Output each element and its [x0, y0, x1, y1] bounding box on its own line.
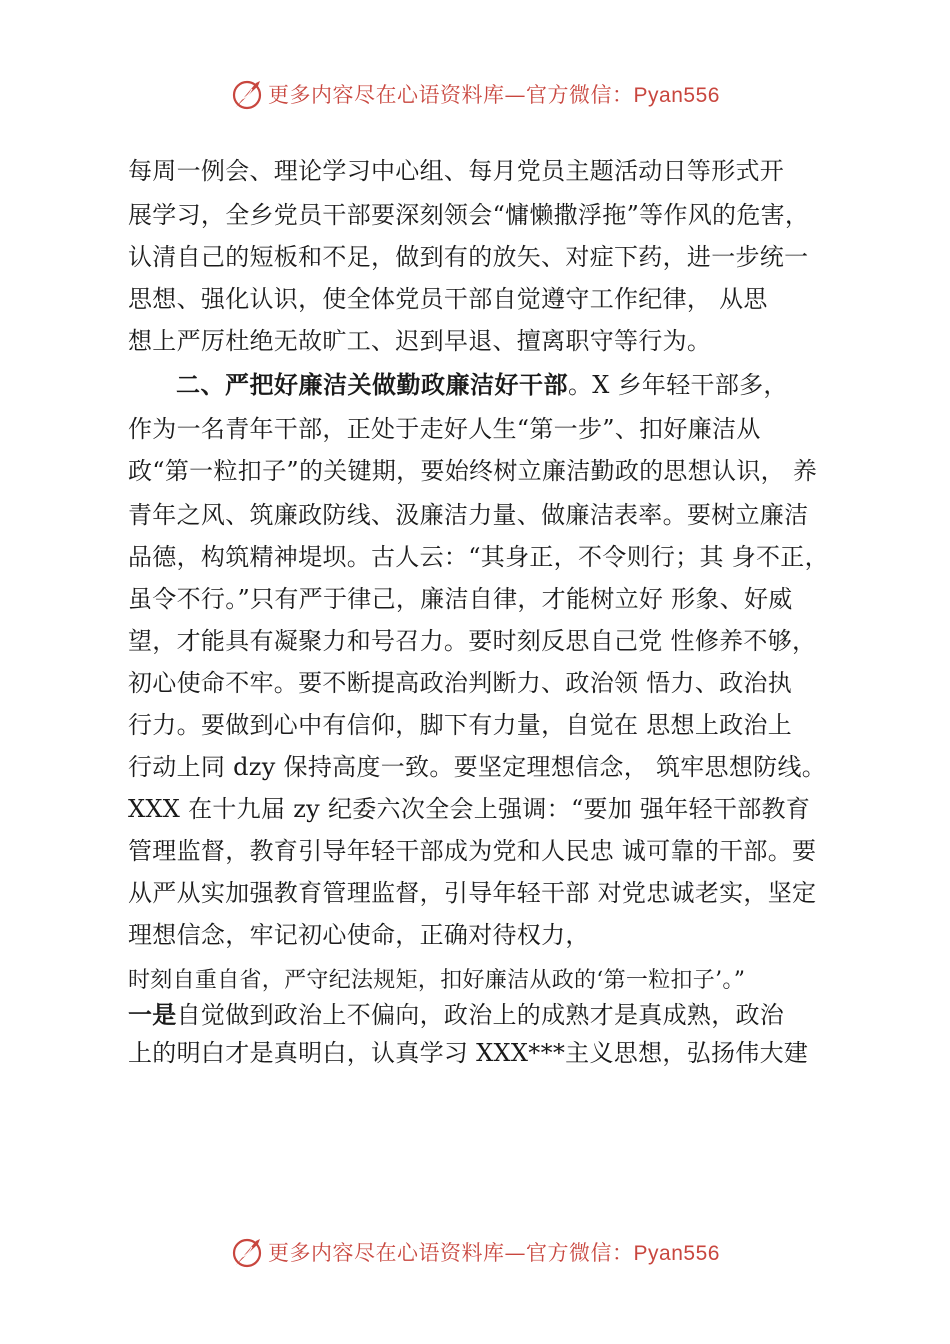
footer-watermark — [0, 1232, 950, 1272]
paragraph-line: 行力。要做到心中有信仰，脚下有力量，自觉在 思想上政治上 — [128, 711, 793, 739]
paragraph-line: 管理监督，教育引导年轻干部成为党和人民忠 诚可靠的干部。要 — [128, 837, 817, 865]
paragraph-line: 作为一名青年干部，正处于走好人生“第一步”、扣好廉洁从 — [128, 415, 761, 443]
paragraph-line: 上的明白才是真明白，认真学习 XXX***主义思想，弘扬伟大建 — [128, 1039, 809, 1067]
paragraph-line: 政“第一粒扣子”的关键期，要始终树立廉洁勤政的思想认识， 养 — [128, 457, 818, 485]
paragraph-line: 理想信念，牢记初心使命，正确对待权力， — [128, 921, 590, 949]
paragraph-line: 品德，构筑精神堤坝。古人云：“其身正，不令则行；其 身不正， — [128, 543, 829, 571]
paragraph-line: 望，才能具有凝聚力和号召力。要时刻反思自己党 性修养不够， — [128, 627, 817, 655]
section-heading-line — [176, 370, 788, 400]
header-watermark — [0, 74, 950, 114]
watermark-text: 更多内容尽在心语资料库—官方微信：Pyan556 — [268, 83, 720, 107]
paragraph-line: 展学习，全乡党员干部要深刻领会“慵懒撒浮拖”等作风的危害， — [128, 201, 810, 229]
paragraph-line — [128, 1000, 784, 1030]
heading-continuation: 。X 乡年轻干部多， — [568, 371, 788, 399]
section-heading: 二、严把好廉洁关做勤政廉洁好干部 — [176, 371, 568, 399]
quill-circle-icon — [230, 77, 264, 111]
wechat-id: Pyan556 — [633, 1242, 720, 1265]
paragraph-line: XXX 在十九届 zy 纪委六次全会上强调：“要加 强年轻干部教育 — [128, 795, 811, 823]
paragraph-line: 时刻自重自省，严守纪法规矩，扣好廉洁从政的‘第一粒扣子’。” — [128, 968, 746, 993]
paragraph-line: 初心使命不牢。要不断提高政治判断力、政治领 悟力、政治执 — [128, 669, 793, 697]
paragraph-line: 想上严厉杜绝无故旷工、迟到早退、擅离职守等行为。 — [128, 327, 712, 355]
lead-phrase: 一是 — [128, 1001, 177, 1029]
line-rest: 自觉做到政治上不偏向，政治上的成熟才是真成熟，政治 — [176, 1001, 785, 1029]
quill-circle-icon — [230, 1235, 264, 1269]
paragraph-line: 每周一例会、理论学习中心组、每月党员主题活动日等形式开 — [128, 157, 785, 185]
paragraph-line: 从严从实加强教育管理监督，引导年轻干部 对党忠诚老实，坚定 — [128, 879, 817, 907]
paragraph-line: 认清自己的短板和不足，做到有的放矢、对症下药，进一步统一 — [128, 243, 809, 271]
watermark-text: 更多内容尽在心语资料库—官方微信：Pyan556 — [268, 1241, 720, 1265]
paragraph-line: 思想、强化认识，使全体党员干部自觉遵守工作纪律， 从思 — [128, 285, 768, 313]
paragraph-line: 青年之风、筑廉政防线、汲廉洁力量、做廉洁表率。要树立廉洁 — [128, 501, 809, 529]
paragraph-line: 虽令不行。”只有严于律己，廉洁自律，才能树立好 形象、好威 — [128, 585, 793, 613]
paragraph-line: 行动上同 dzy 保持高度一致。要坚定理想信念， 筑牢思想防线。 — [128, 753, 827, 781]
wechat-id: Pyan556 — [633, 84, 720, 107]
